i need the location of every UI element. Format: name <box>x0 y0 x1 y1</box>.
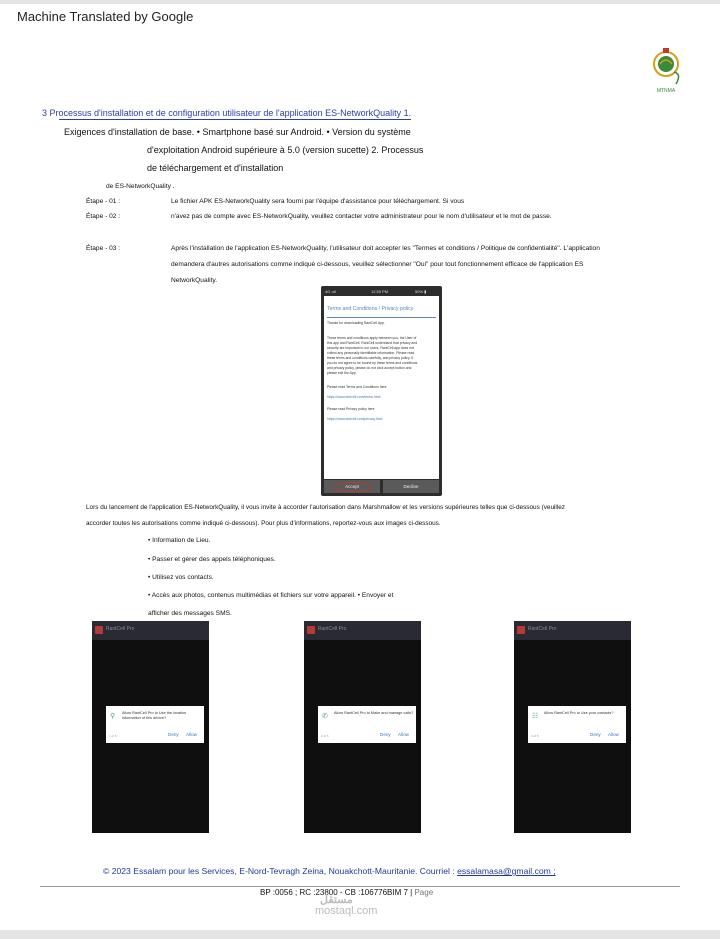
step-01-text: Le fichier APK ES-NetworkQuality sera fourni par l'équipe d'assistance pour téléchargement. Si vous <box>171 198 465 205</box>
app-header <box>304 621 421 640</box>
logo-label: MTNMA <box>656 88 676 94</box>
page-label: Page <box>414 888 434 897</box>
requirements-line-1: Exigences d'installation de base. • Smartphone basé sur Android. • Version du système <box>64 127 411 137</box>
permission-screen-location <box>92 621 209 833</box>
terms-thanks: Thanks for downloading RantCell App. <box>327 321 385 325</box>
ministry-logo <box>646 42 686 96</box>
footer-text: © 2023 Essalam pour les Services, E-Nord-Tevragh Zeina, Nouakchott-Mauritanie. Courriel : <box>103 866 458 876</box>
permission-screen-contacts <box>514 621 631 833</box>
phone-status-bar <box>323 287 440 296</box>
step-02-text: n'avez pas de compte avec ES-NetworkQuality, veuillez contacter votre administrateur pour le nom d'utilisateur et le mot de passe. <box>171 213 552 220</box>
status-battery: 50% ▮ <box>415 289 427 294</box>
heading-prefix: 3 Pr <box>42 108 59 118</box>
status-signal: 4G ••ll <box>325 289 337 294</box>
requirements-subline: de ES-NetworkQuality . <box>106 183 175 190</box>
machine-translated-label: Machine Translated by Google <box>17 9 194 24</box>
deny-button[interactable]: Deny <box>168 732 179 737</box>
terms-body-line: These terms and conditions apply between you, the User of <box>327 336 417 340</box>
deny-button[interactable]: Deny <box>590 732 601 737</box>
status-time: 12:55 PM <box>371 289 389 294</box>
top-strip <box>0 0 720 4</box>
permission-screen-calls <box>304 621 421 833</box>
app-header <box>514 621 631 640</box>
footer-contact <box>103 866 556 876</box>
step-03-line-1: Après l'installation de l'application ES-NetworkQuality, l'utilisateur doit accepter les "Termes et conditions / Politique de confidentialité". L'application <box>171 245 600 252</box>
contacts-icon: ☷ <box>532 713 539 720</box>
accept-label: Accept <box>345 484 359 489</box>
requirements-line-2: d'exploitation Android supérieure à 5.0 (version sucette) 2. Processus <box>147 145 424 155</box>
allow-button[interactable]: Allow <box>398 732 409 737</box>
step-03-label: Étape - 03 : <box>86 245 121 252</box>
app-icon <box>95 626 103 634</box>
bullet-location: • Information de Lieu. <box>148 537 211 544</box>
terms-link[interactable]: https://www.rantcell.com/terms.html <box>327 395 381 399</box>
registration-text: BP :0056 ; RC :23800 - CB :106776BIM 7 | <box>260 888 415 897</box>
permission-text: Allow RantCell Pro to Use your contacts? <box>544 711 614 715</box>
permission-dialog <box>318 706 416 743</box>
step-03-line-2: demandera d'autres autorisations comme indiqué ci-dessous, veuillez sélectionner "Oui" pour tout fonctionnement efficace de l'application ES <box>171 261 584 268</box>
permissions-intro-line-2: accorder toutes les autorisations comme indiqué ci-dessous). Pour plus d'informations, reportez-vous aux images ci-dessous. <box>86 520 441 527</box>
permission-count: 1 of 5 <box>109 734 117 738</box>
terms-buttons <box>324 480 439 493</box>
permission-text: Allow RantCell Pro to Use the location information of this device? <box>122 711 187 720</box>
read-privacy-text: Please read Privacy policy here <box>327 407 375 411</box>
bullet-calls: • Passer et gérer des appels téléphoniques. <box>148 556 276 563</box>
footer-email-link[interactable]: essalamasa@gmail.com ; <box>457 866 556 876</box>
section-heading <box>42 108 411 118</box>
app-name: RantCell Pro <box>318 626 347 632</box>
permissions-intro-line-1: Lors du lancement de l'application ES-NetworkQuality, il vous invite à accorder l'autorisation dans Marshmallow et les versions supérieures telles que ci-dessous (veuillez <box>86 504 566 511</box>
location-icon: ⚲ <box>110 713 116 720</box>
privacy-link[interactable]: https://www.rantcell.com/privacy.html <box>327 417 383 421</box>
decline-button[interactable] <box>383 480 439 493</box>
terms-body-line: you do not agree to be bound by these terms and conditions <box>327 361 418 365</box>
app-name: RantCell Pro <box>106 626 135 632</box>
bullet-contacts: • Utilisez vos contacts. <box>148 574 214 581</box>
terms-body-line: and privacy policy, please do not click accept button and <box>327 366 412 370</box>
footer-divider <box>40 886 680 887</box>
app-header <box>92 621 209 640</box>
app-icon <box>517 626 525 634</box>
terms-title: Terms and Conditions / Privacy policy <box>327 306 414 312</box>
bullet-media-sms: • Accès aux photos, contenus multimédias et fichiers sur votre appareil. • Envoyer et <box>148 592 394 599</box>
phone-screen <box>324 296 439 479</box>
step-03-line-3: NetworkQuality. <box>171 277 218 284</box>
step-02-label: Étape - 02 : <box>86 213 121 220</box>
allow-button[interactable]: Allow <box>608 732 619 737</box>
decline-label: Decline <box>403 484 419 489</box>
phone-icon: ✆ <box>322 713 328 720</box>
accept-highlight-ring <box>334 482 372 492</box>
bullet-sms-continued: afficher des messages SMS. <box>148 610 232 617</box>
app-name: RantCell Pro <box>528 626 557 632</box>
step-01-label: Étape - 01 : <box>86 198 121 205</box>
terms-title-underline <box>327 317 436 318</box>
heading-text: ocessus d'installation et de configuration utilisateur de l'application ES-NetworkQuality 1. <box>58 108 412 118</box>
permission-count: 3 of 5 <box>531 734 539 738</box>
deny-button[interactable]: Deny <box>380 732 391 737</box>
app-icon <box>307 626 315 634</box>
terms-phone-screenshot <box>321 286 442 496</box>
bottom-strip <box>0 930 720 939</box>
terms-body-line: these terms and conditions carefully, and privacy policy. If <box>327 356 414 360</box>
terms-body-line: collect any personally identifiable information. Please read <box>327 351 415 355</box>
permission-dialog <box>106 706 204 743</box>
permission-dialog <box>528 706 626 743</box>
requirements-line-3: de téléchargement et d'installation <box>147 163 284 173</box>
terms-body-line: please exit the App. <box>327 371 357 375</box>
allow-button[interactable]: Allow <box>186 732 197 737</box>
accept-button[interactable] <box>324 480 380 493</box>
read-terms-text: Please read Terms and Conditions here <box>327 385 387 389</box>
terms-body-line: this app and RantCell. RantCell understand that privacy and <box>327 341 418 345</box>
watermark-arabic: مستقل <box>320 894 353 906</box>
terms-body-line: security are important to our users. RantCell app does not <box>327 346 414 350</box>
permission-text: Allow RantCell Pro to Make and manage calls? <box>334 711 414 715</box>
watermark-latin: mostaql.com <box>315 905 378 917</box>
permission-count: 2 of 5 <box>321 734 329 738</box>
